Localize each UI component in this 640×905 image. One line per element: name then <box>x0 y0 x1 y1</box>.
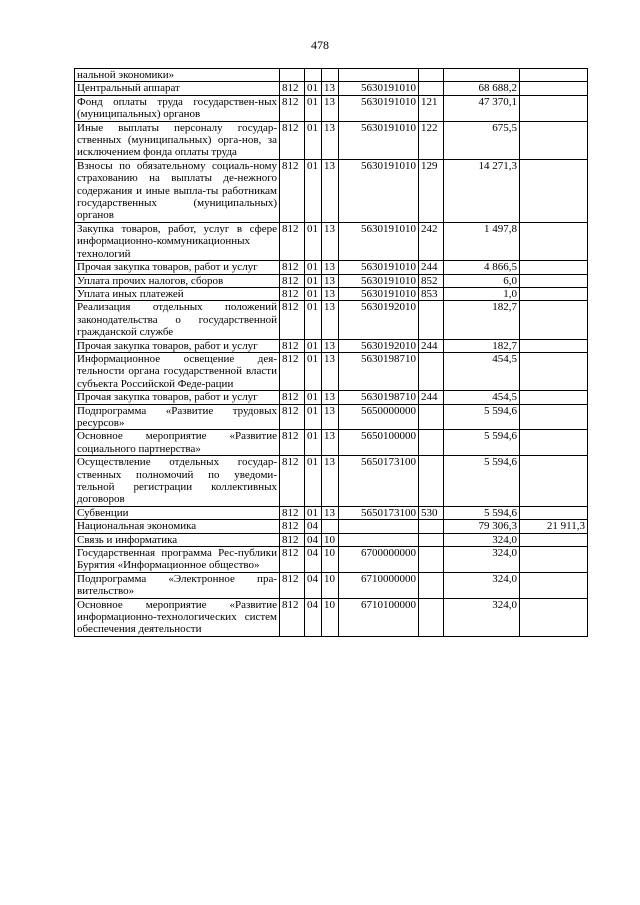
target-item-code-cell: 5630191010 <box>339 159 419 222</box>
table-row <box>75 533 588 546</box>
ministry-code-cell <box>280 69 305 82</box>
target-item-code-cell: 5650000000 <box>339 404 419 430</box>
target-item-code-cell <box>339 69 419 82</box>
line-name-cell: Осуществление отдельных государ-ственных полномочий по уведоми-тельной регистрации коллективных договоров <box>75 456 280 507</box>
amount-cell: 324,0 <box>444 533 520 546</box>
target-item-code-cell: 5630191010 <box>339 95 419 121</box>
amount-2-cell <box>520 222 588 260</box>
page-number: 478 <box>311 38 329 52</box>
ministry-code-cell: 812 <box>280 572 305 598</box>
subsection-code-cell: 13 <box>322 339 339 352</box>
expense-type-code-cell <box>419 69 444 82</box>
expense-type-code-cell <box>419 533 444 546</box>
section-code-cell: 01 <box>305 159 322 222</box>
expense-type-code-cell: 853 <box>419 287 444 300</box>
section-code-cell: 04 <box>305 533 322 546</box>
target-item-code-cell: 5630191010 <box>339 121 419 159</box>
expense-type-code-cell <box>419 82 444 95</box>
amount-2-cell <box>520 404 588 430</box>
amount-2-cell <box>520 261 588 274</box>
amount-2-cell <box>520 82 588 95</box>
target-item-code-cell: 5630191010 <box>339 261 419 274</box>
line-name-cell: Прочая закупка товаров, работ и услуг <box>75 339 280 352</box>
amount-2-cell <box>520 547 588 573</box>
target-item-code-cell <box>339 533 419 546</box>
target-item-code-cell: 5630191010 <box>339 274 419 287</box>
amount-cell: 454,5 <box>444 352 520 390</box>
ministry-code-cell: 812 <box>280 456 305 507</box>
section-code-cell: 04 <box>305 547 322 573</box>
target-item-code-cell: 5650100000 <box>339 430 419 456</box>
amount-2-cell <box>520 339 588 352</box>
expense-type-code-cell <box>419 572 444 598</box>
section-code-cell: 01 <box>305 404 322 430</box>
section-code-cell: 01 <box>305 301 322 339</box>
subsection-code-cell: 13 <box>322 274 339 287</box>
amount-cell: 675,5 <box>444 121 520 159</box>
target-item-code-cell: 5630191010 <box>339 287 419 300</box>
line-name-cell: Центральный аппарат <box>75 82 280 95</box>
table-row <box>75 598 588 636</box>
target-item-code-cell: 5650173100 <box>339 456 419 507</box>
ministry-code-cell: 812 <box>280 121 305 159</box>
line-name-cell: Фонд оплаты труда государствен-ных (муниципальных) органов <box>75 95 280 121</box>
table-row <box>75 274 588 287</box>
section-code-cell: 01 <box>305 506 322 519</box>
section-code-cell: 04 <box>305 598 322 636</box>
line-name-cell: Прочая закупка товаров, работ и услуг <box>75 391 280 404</box>
subsection-code-cell: 13 <box>322 352 339 390</box>
expense-type-code-cell: 244 <box>419 391 444 404</box>
table-row <box>75 404 588 430</box>
subsection-code-cell: 13 <box>322 82 339 95</box>
line-name-cell: нальной экономики» <box>75 69 280 82</box>
section-code-cell: 04 <box>305 520 322 533</box>
target-item-code-cell <box>339 520 419 533</box>
expense-type-code-cell <box>419 598 444 636</box>
ministry-code-cell: 812 <box>280 301 305 339</box>
expense-type-code-cell: 242 <box>419 222 444 260</box>
amount-cell: 182,7 <box>444 339 520 352</box>
subsection-code-cell: 13 <box>322 301 339 339</box>
ministry-code-cell: 812 <box>280 95 305 121</box>
ministry-code-cell: 812 <box>280 598 305 636</box>
expense-type-code-cell <box>419 301 444 339</box>
subsection-code-cell: 13 <box>322 506 339 519</box>
section-code-cell: 01 <box>305 391 322 404</box>
amount-cell: 4 866,5 <box>444 261 520 274</box>
amount-cell: 5 594,6 <box>444 456 520 507</box>
expense-type-code-cell <box>419 430 444 456</box>
expense-type-code-cell: 121 <box>419 95 444 121</box>
subsection-code-cell: 13 <box>322 404 339 430</box>
target-item-code-cell: 6700000000 <box>339 547 419 573</box>
ministry-code-cell: 812 <box>280 404 305 430</box>
target-item-code-cell: 5630191010 <box>339 82 419 95</box>
section-code-cell: 01 <box>305 222 322 260</box>
expense-type-code-cell: 244 <box>419 339 444 352</box>
subsection-code-cell: 13 <box>322 430 339 456</box>
target-item-code-cell: 5630198710 <box>339 352 419 390</box>
table-row <box>75 222 588 260</box>
table-row <box>75 261 588 274</box>
section-code-cell: 01 <box>305 430 322 456</box>
amount-cell: 79 306,3 <box>444 520 520 533</box>
section-code-cell <box>305 69 322 82</box>
line-name-cell: Уплата прочих налогов, сборов <box>75 274 280 287</box>
subsection-code-cell: 13 <box>322 261 339 274</box>
line-name-cell: Иные выплаты персоналу государ-ственных (муниципальных) орга-нов, за исключением фонда оплаты труда <box>75 121 280 159</box>
ministry-code-cell: 812 <box>280 82 305 95</box>
ministry-code-cell: 812 <box>280 547 305 573</box>
expense-type-code-cell: 129 <box>419 159 444 222</box>
expense-type-code-cell: 530 <box>419 506 444 519</box>
amount-2-cell <box>520 121 588 159</box>
table-row <box>75 547 588 573</box>
ministry-code-cell: 812 <box>280 261 305 274</box>
section-code-cell: 01 <box>305 352 322 390</box>
subsection-code-cell: 10 <box>322 598 339 636</box>
section-code-cell: 01 <box>305 121 322 159</box>
target-item-code-cell: 5630191010 <box>339 222 419 260</box>
amount-2-cell <box>520 598 588 636</box>
expense-type-code-cell <box>419 520 444 533</box>
amount-2-cell <box>520 533 588 546</box>
expense-type-code-cell <box>419 456 444 507</box>
section-code-cell: 01 <box>305 261 322 274</box>
amount-cell: 14 271,3 <box>444 159 520 222</box>
table-row <box>75 95 588 121</box>
amount-cell: 1 497,8 <box>444 222 520 260</box>
line-name-cell: Основное мероприятие «Развитие информационно-технологических систем обеспечения деятельности <box>75 598 280 636</box>
amount-2-cell <box>520 301 588 339</box>
amount-2-cell <box>520 274 588 287</box>
table-row <box>75 287 588 300</box>
amount-2-cell <box>520 572 588 598</box>
expense-type-code-cell: 852 <box>419 274 444 287</box>
line-name-cell: Государственная программа Рес-публики Бурятия «Информационное общество» <box>75 547 280 573</box>
table-row <box>75 572 588 598</box>
section-code-cell: 01 <box>305 82 322 95</box>
amount-cell: 5 594,6 <box>444 430 520 456</box>
table-row <box>75 456 588 507</box>
target-item-code-cell: 5630192010 <box>339 339 419 352</box>
table-row <box>75 520 588 533</box>
subsection-code-cell: 10 <box>322 547 339 573</box>
expense-type-code-cell: 244 <box>419 261 444 274</box>
target-item-code-cell: 5630198710 <box>339 391 419 404</box>
ministry-code-cell: 812 <box>280 533 305 546</box>
table-row <box>75 121 588 159</box>
ministry-code-cell: 812 <box>280 274 305 287</box>
amount-2-cell <box>520 159 588 222</box>
line-name-cell: Закупка товаров, работ, услуг в сфере информационно-коммуникационных технологий <box>75 222 280 260</box>
amount-cell: 47 370,1 <box>444 95 520 121</box>
amount-cell: 324,0 <box>444 598 520 636</box>
amount-2-cell: 21 911,3 <box>520 520 588 533</box>
line-name-cell: Подпрограмма «Развитие трудовых ресурсов» <box>75 404 280 430</box>
subsection-code-cell: 13 <box>322 391 339 404</box>
amount-cell: 454,5 <box>444 391 520 404</box>
amount-2-cell <box>520 69 588 82</box>
amount-cell: 5 594,6 <box>444 506 520 519</box>
expense-type-code-cell <box>419 404 444 430</box>
subsection-code-cell <box>322 69 339 82</box>
amount-2-cell <box>520 352 588 390</box>
amount-cell: 324,0 <box>444 547 520 573</box>
ministry-code-cell: 812 <box>280 222 305 260</box>
table-row <box>75 391 588 404</box>
ministry-code-cell: 812 <box>280 520 305 533</box>
table-row <box>75 69 588 82</box>
section-code-cell: 04 <box>305 572 322 598</box>
ministry-code-cell: 812 <box>280 339 305 352</box>
table-row <box>75 339 588 352</box>
ministry-code-cell: 812 <box>280 159 305 222</box>
target-item-code-cell: 5630192010 <box>339 301 419 339</box>
expense-type-code-cell <box>419 547 444 573</box>
line-name-cell: Уплата иных платежей <box>75 287 280 300</box>
target-item-code-cell: 5650173100 <box>339 506 419 519</box>
subsection-code-cell: 13 <box>322 456 339 507</box>
section-code-cell: 01 <box>305 95 322 121</box>
ministry-code-cell: 812 <box>280 287 305 300</box>
amount-cell: 1,0 <box>444 287 520 300</box>
table-row <box>75 82 588 95</box>
amount-cell: 182,7 <box>444 301 520 339</box>
line-name-cell: Информационное освещение дея-тельности органа государственной власти субъекта Российской Феде-рации <box>75 352 280 390</box>
subsection-code-cell: 13 <box>322 121 339 159</box>
amount-cell: 5 594,6 <box>444 404 520 430</box>
section-code-cell: 01 <box>305 339 322 352</box>
amount-2-cell <box>520 95 588 121</box>
amount-cell <box>444 69 520 82</box>
line-name-cell: Национальная экономика <box>75 520 280 533</box>
table-row <box>75 430 588 456</box>
subsection-code-cell: 13 <box>322 222 339 260</box>
amount-2-cell <box>520 391 588 404</box>
amount-cell: 324,0 <box>444 572 520 598</box>
ministry-code-cell: 812 <box>280 430 305 456</box>
subsection-code-cell <box>322 520 339 533</box>
subsection-code-cell: 13 <box>322 95 339 121</box>
ministry-code-cell: 812 <box>280 391 305 404</box>
amount-cell: 68 688,2 <box>444 82 520 95</box>
amount-2-cell <box>520 506 588 519</box>
line-name-cell: Подпрограмма «Электронное пра-вительство» <box>75 572 280 598</box>
table-row <box>75 506 588 519</box>
expense-type-code-cell <box>419 352 444 390</box>
budget-table-body <box>75 69 588 637</box>
subsection-code-cell: 10 <box>322 533 339 546</box>
subsection-code-cell: 10 <box>322 572 339 598</box>
ministry-code-cell: 812 <box>280 352 305 390</box>
line-name-cell: Прочая закупка товаров, работ и услуг <box>75 261 280 274</box>
section-code-cell: 01 <box>305 287 322 300</box>
section-code-cell: 01 <box>305 456 322 507</box>
amount-2-cell <box>520 287 588 300</box>
line-name-cell: Субвенции <box>75 506 280 519</box>
subsection-code-cell: 13 <box>322 287 339 300</box>
amount-cell: 6,0 <box>444 274 520 287</box>
section-code-cell: 01 <box>305 274 322 287</box>
subsection-code-cell: 13 <box>322 159 339 222</box>
target-item-code-cell: 6710000000 <box>339 572 419 598</box>
line-name-cell: Связь и информатика <box>75 533 280 546</box>
table-row <box>75 352 588 390</box>
line-name-cell: Основное мероприятие «Развитие социального партнерства» <box>75 430 280 456</box>
budget-table <box>74 68 588 637</box>
amount-2-cell <box>520 456 588 507</box>
table-row <box>75 301 588 339</box>
amount-2-cell <box>520 430 588 456</box>
line-name-cell: Взносы по обязательному социаль-ному страхованию на выплаты де-нежного содержания и иные выпла-ты работникам государственных (муниципальных) органов <box>75 159 280 222</box>
ministry-code-cell: 812 <box>280 506 305 519</box>
target-item-code-cell: 6710100000 <box>339 598 419 636</box>
table-row <box>75 159 588 222</box>
line-name-cell: Реализация отдельных положений законодательства о государственной гражданской службе <box>75 301 280 339</box>
expense-type-code-cell: 122 <box>419 121 444 159</box>
